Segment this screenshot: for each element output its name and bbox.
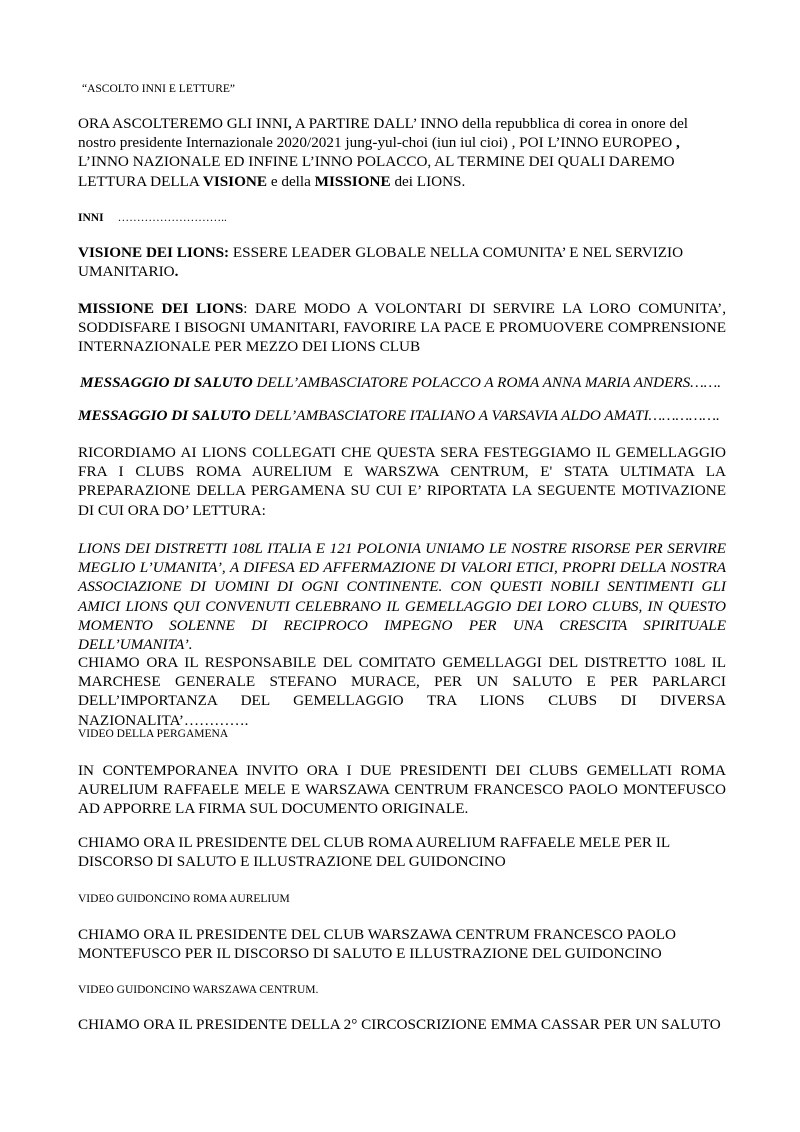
visione-keyword: VISIONE <box>202 172 268 190</box>
section-heading: “ASCOLTO INNI E LETTURE” <box>82 83 235 95</box>
gemellaggio-paragraph: RICORDIAMO AI LIONS COLLEGATI CHE QUESTA SERA FESTEGGIAMO IL GEMELLAGGIO FRA I CLUBS ROMA AURELIUM E WARSZWA CENTRUM, E' STATA ULTIMATA LA PREPARAZIONE DELLA PERGAMENA SU CUI E’ RIPORTATA LA SEGUENTE MOTIVAZIONE DI CUI ORA DO’ LETTURA: <box>78 444 726 519</box>
messaggio-italiano: MESSAGGIO DI SALUTO DELL’AMBASCIATORE ITALIANO A VARSAVIA ALDO AMATI……………. <box>78 407 720 424</box>
firma-paragraph: IN CONTEMPORANEA INVITO ORA I DUE PRESIDENTI DEI CLUBS GEMELLATI ROMA AURELIUM RAFFAELE MELE E WARSZAWA CENTRUM FRANCESCO PAOLO MONTEFUSCO AD APPORRE LA FIRMA SUL DOCUMENTO ORIGINALE. <box>78 762 726 818</box>
video-roma-label: VIDEO GUIDONCINO ROMA AURELIUM <box>78 893 290 905</box>
missione-keyword: MISSIONE <box>314 172 391 190</box>
circoscrizione-paragraph: CHIAMO ORA IL PRESIDENTE DELLA 2° CIRCOSCRIZIONE EMMA CASSAR PER UN SALUTO <box>78 1016 721 1033</box>
intro-paragraph: ORA ASCOLTEREMO GLI INNI, A PARTIRE DALL’ INNO della repubblica di corea in onore del nostro presidente Internazionale 2020/2021 jung-yul-choi (iun iul cioi) , POI L’INNO EUROPEO , L’INNO NAZIONALE ED INFINE L’INNO POLACCO, AL TERMINE DEI QUALI DAREMO LETTURA DELLA VISIONE e della MISSIONE dei LIONS. <box>78 115 689 190</box>
presidente-roma-paragraph: CHIAMO ORA IL PRESIDENTE DEL CLUB ROMA AURELIUM RAFFAELE MELE PER IL DISCORSO DI SALUTO E ILLUSTRAZIONE DEL GUIDONCINO <box>78 834 670 871</box>
inni-line: INNI ……………………….. <box>78 212 227 224</box>
missione-paragraph: MISSIONE DEI LIONS: DARE MODO A VOLONTARI DI SERVIRE LA LORO COMUNITA’, SODDISFARE I BISOGNI UMANITARI, FAVORIRE LA PACE E PROMUOVERE COMPRENSIONE INTERNAZIONALE PER MEZZO DEI LIONS CLUB <box>78 300 726 356</box>
video-pergamena-label: VIDEO DELLA PERGAMENA <box>78 728 229 740</box>
visione-paragraph: VISIONE DEI LIONS: ESSERE LEADER GLOBALE NELLA COMUNITA’ E NEL SERVIZIO UMANITARIO. <box>78 244 684 281</box>
messaggio-polacco: MESSAGGIO DI SALUTO DELL’AMBASCIATORE POLACCO A ROMA ANNA MARIA ANDERS……. <box>80 374 722 391</box>
responsabile-paragraph: CHIAMO ORA IL RESPONSABILE DEL COMITATO GEMELLAGGI DEL DISTRETTO 108L IL MARCHESE GENERALE STEFANO MURACE, PER UN SALUTO E PER PARLARCI DELL’IMPORTANZA DEL GEMELLAGGIO TRA LIONS CLUBS DI DIVERSA NAZIONALITA’…………. <box>78 654 726 729</box>
motivazione-paragraph: LIONS DEI DISTRETTI 108L ITALIA E 121 POLONIA UNIAMO LE NOSTRE RISORSE PER SERVIRE MEGLIO L’UMANITA’, A DIFESA ED AFFERMAZIONE DI VALORI ETICI, PROPRI DELLA NOSTRA ASSOCIAZIONE DI UOMINI DI OGNI CONTINENTE. CON QUESTI NOBILI SENTIMENTI GLI AMICI LIONS QUI CONVENUTI CELEBRANO IL GEMELLAGGIO DEI LORO CLUBS, IN QUESTO MOMENTO SOLENNE DI RECIPROCO IMPEGNO PER UNA CRESCITA SPIRITUALE DELL’UMANITA’. <box>78 540 726 654</box>
presidente-warszawa-paragraph: CHIAMO ORA IL PRESIDENTE DEL CLUB WARSZAWA CENTRUM FRANCESCO PAOLO MONTEFUSCO PER IL DISCORSO DI SALUTO E ILLUSTRAZIONE DEL GUIDONCINO <box>78 926 677 963</box>
video-warszawa-label: VIDEO GUIDONCINO WARSZAWA CENTRUM. <box>78 984 319 996</box>
